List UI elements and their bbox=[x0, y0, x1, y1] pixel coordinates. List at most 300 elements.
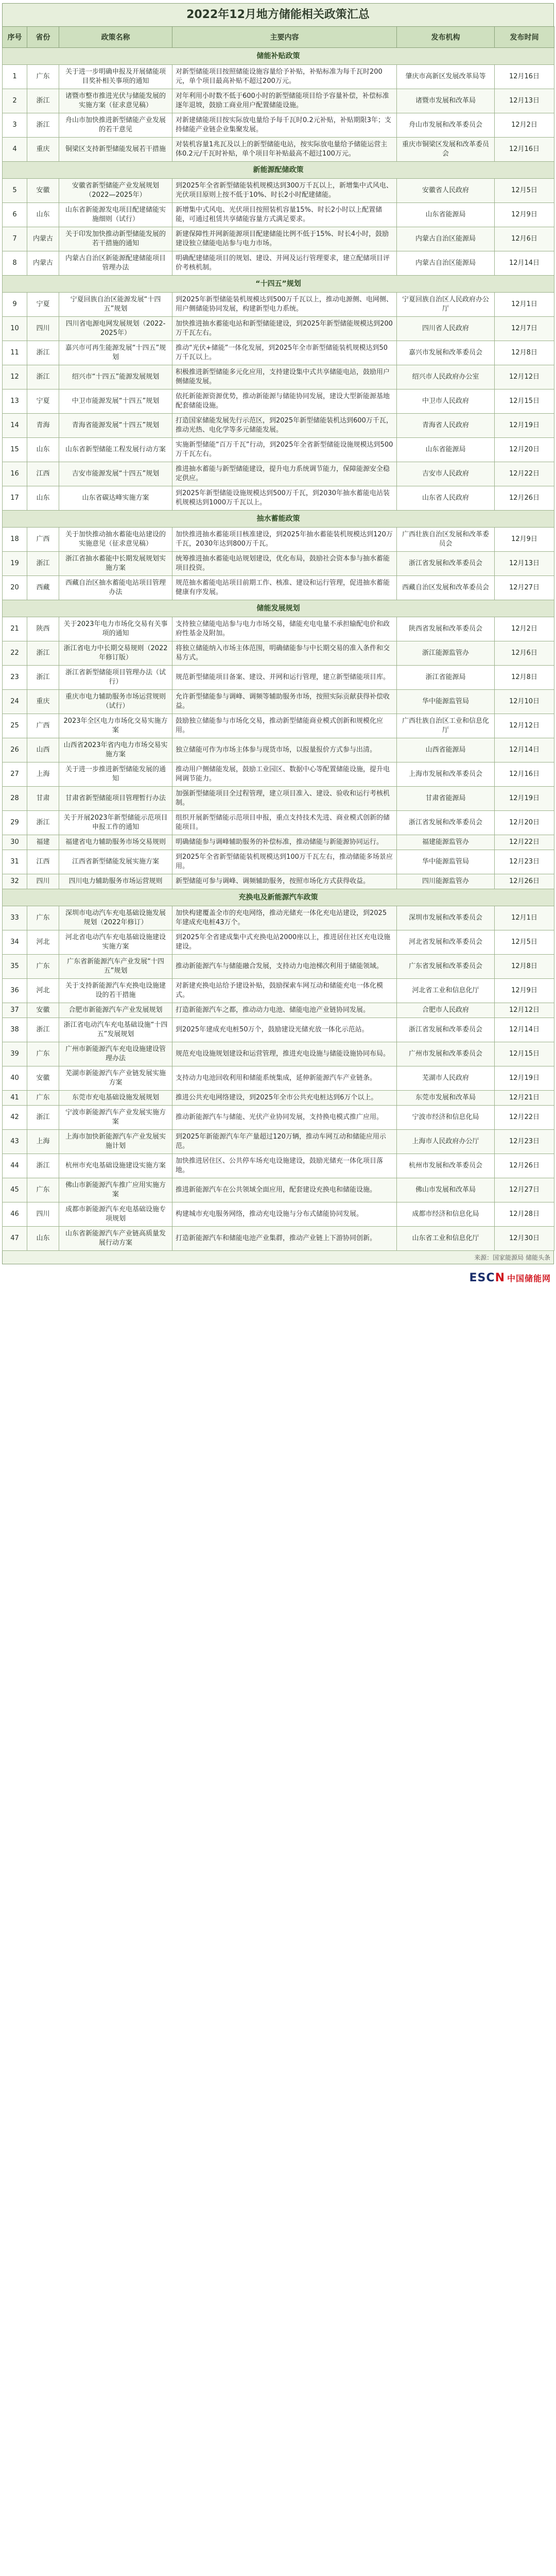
table-row bbox=[3, 850, 554, 874]
section-title: “十四五”规划 bbox=[3, 276, 554, 293]
table-row bbox=[3, 317, 554, 341]
row-content: 对年利用小时数不低于600小时的新型储能项目给予容量补偿，补偿标准逐年退坡，鼓励工商业用户配置储能设施。 bbox=[172, 89, 397, 113]
row-province: 浙江 bbox=[27, 552, 59, 576]
row-number: 34 bbox=[3, 930, 27, 955]
row-province: 青海 bbox=[27, 414, 59, 438]
row-policy-name: 绍兴市“十四五”能源发展规划 bbox=[59, 365, 172, 389]
row-policy-name: 舟山市加快推进新型储能产业发展的若干意见 bbox=[59, 113, 172, 138]
table-row bbox=[3, 1106, 554, 1130]
row-content: 对新型储能项目按照储能设施容量给予补贴，补贴标准为每千瓦时200元，单个项目最高补贴不超过200万元。 bbox=[172, 65, 397, 89]
row-organization: 诸暨市发展和改革局 bbox=[397, 89, 495, 113]
table-row bbox=[3, 552, 554, 576]
row-province: 安徽 bbox=[27, 179, 59, 203]
row-province: 浙江 bbox=[27, 341, 59, 365]
table-row bbox=[3, 414, 554, 438]
row-policy-name: 合肥市新能源汽车产业发展规划 bbox=[59, 1003, 172, 1018]
row-date: 12月1日 bbox=[495, 906, 554, 930]
row-number: 26 bbox=[3, 738, 27, 762]
table-row bbox=[3, 1091, 554, 1106]
row-content: 打造新能源汽车和储能电池产业集群，推动产业链上下游协同创新。 bbox=[172, 1227, 397, 1251]
row-policy-name: 浙江省抽水蓄能中长期发展规划实施方案 bbox=[59, 552, 172, 576]
table-row bbox=[3, 293, 554, 317]
row-content: 加强新型储能项目全过程管理，建立项目准入、建设、验收和运行考核机制。 bbox=[172, 787, 397, 811]
row-policy-name: 四川电力辅助服务市场运营规则 bbox=[59, 874, 172, 889]
row-province: 内蒙古 bbox=[27, 251, 59, 276]
row-number: 43 bbox=[3, 1130, 27, 1154]
row-number: 1 bbox=[3, 65, 27, 89]
row-policy-name: 西藏自治区抽水蓄能电站项目管理办法 bbox=[59, 576, 172, 600]
row-date: 12月1日 bbox=[495, 293, 554, 317]
row-date: 12月27日 bbox=[495, 576, 554, 600]
section-header-row bbox=[3, 600, 554, 617]
row-content: 规范抽水蓄能电站项目前期工作、核准、建设和运行管理，促进抽水蓄能健康有序发展。 bbox=[172, 576, 397, 600]
row-province: 广东 bbox=[27, 906, 59, 930]
row-policy-name: 甘肃省新型储能项目管理暂行办法 bbox=[59, 787, 172, 811]
logo-part1: ESC bbox=[469, 1271, 495, 1284]
row-number: 5 bbox=[3, 179, 27, 203]
row-date: 12月15日 bbox=[495, 1042, 554, 1066]
row-date: 12月16日 bbox=[495, 138, 554, 162]
row-date: 12月26日 bbox=[495, 486, 554, 511]
row-date: 12月14日 bbox=[495, 738, 554, 762]
row-province: 安徽 bbox=[27, 1003, 59, 1018]
row-organization: 甘肃省能源局 bbox=[397, 787, 495, 811]
row-organization: 宁夏回族自治区人民政府办公厅 bbox=[397, 293, 495, 317]
row-organization: 深圳市发展和改革委员会 bbox=[397, 906, 495, 930]
table-row bbox=[3, 930, 554, 955]
row-organization: 内蒙古自治区能源局 bbox=[397, 227, 495, 251]
row-province: 重庆 bbox=[27, 690, 59, 714]
row-date: 12月5日 bbox=[495, 930, 554, 955]
row-content: 支持动力电池回收利用和储能系统集成，延伸新能源汽车产业链条。 bbox=[172, 1066, 397, 1091]
row-organization: 广州市发展和改革委员会 bbox=[397, 1042, 495, 1066]
row-number: 6 bbox=[3, 203, 27, 227]
row-organization: 芜湖市人民政府 bbox=[397, 1066, 495, 1091]
row-organization: 四川省人民政府 bbox=[397, 317, 495, 341]
row-policy-name: 2023年全区电力市场化交易实施方案 bbox=[59, 714, 172, 738]
row-province: 广东 bbox=[27, 1091, 59, 1106]
header-policy-name: 政策名称 bbox=[59, 27, 172, 48]
row-number: 33 bbox=[3, 906, 27, 930]
row-number: 3 bbox=[3, 113, 27, 138]
row-organization: 重庆市铜梁区发展和改革委员会 bbox=[397, 138, 495, 162]
row-province: 浙江 bbox=[27, 89, 59, 113]
table-row bbox=[3, 179, 554, 203]
row-province: 江西 bbox=[27, 462, 59, 486]
row-policy-name: 关于2023年电力市场化交易有关事项的通知 bbox=[59, 617, 172, 641]
row-content: 鼓励独立储能参与市场化交易，推动新型储能商业模式创新和规模化应用。 bbox=[172, 714, 397, 738]
row-number: 47 bbox=[3, 1227, 27, 1251]
header-date: 发布时间 bbox=[495, 27, 554, 48]
row-policy-name: 关于进一步明确申报及开展储能项目奖补相关事项的通知 bbox=[59, 65, 172, 89]
row-organization: 宁波市经济和信息化局 bbox=[397, 1106, 495, 1130]
page bbox=[0, 3, 556, 1291]
row-content: 推进新能源汽车在公共领域全面应用，配套建设充换电和储能设施。 bbox=[172, 1178, 397, 1202]
row-province: 陕西 bbox=[27, 617, 59, 641]
logo-cn: 中国储能网 bbox=[507, 1273, 551, 1283]
table-row bbox=[3, 1154, 554, 1178]
table-row bbox=[3, 227, 554, 251]
row-organization: 河北省发展和改革委员会 bbox=[397, 930, 495, 955]
row-policy-name: 福建省电力辅助服务市场交易规则 bbox=[59, 835, 172, 850]
row-date: 12月8日 bbox=[495, 341, 554, 365]
row-date: 12月19日 bbox=[495, 414, 554, 438]
row-date: 12月22日 bbox=[495, 835, 554, 850]
row-policy-name: 安徽省新型储能产业发展规划（2022—2025年） bbox=[59, 179, 172, 203]
row-policy-name: 铜梁区支持新型储能发展若干措施 bbox=[59, 138, 172, 162]
row-province: 广西 bbox=[27, 528, 59, 552]
row-date: 12月26日 bbox=[495, 874, 554, 889]
row-organization: 中卫市人民政府 bbox=[397, 389, 495, 414]
table-row bbox=[3, 1003, 554, 1018]
row-content: 规范充电设施规划建设和运营管理，推进充电设施与储能设施协同布局。 bbox=[172, 1042, 397, 1066]
row-date: 12月23日 bbox=[495, 1130, 554, 1154]
row-date: 12月15日 bbox=[495, 389, 554, 414]
row-content: 对新建充换电站给予建设补贴，鼓励探索车网互动和储能充电一体化模式。 bbox=[172, 979, 397, 1003]
row-province: 山东 bbox=[27, 1227, 59, 1251]
table-row bbox=[3, 787, 554, 811]
row-date: 12月30日 bbox=[495, 1227, 554, 1251]
row-date: 12月6日 bbox=[495, 227, 554, 251]
section-header-row bbox=[3, 162, 554, 179]
row-number: 44 bbox=[3, 1154, 27, 1178]
row-province: 山东 bbox=[27, 203, 59, 227]
row-organization: 东莞市发展和改革局 bbox=[397, 1091, 495, 1106]
row-number: 9 bbox=[3, 293, 27, 317]
row-organization: 西藏自治区发展和改革委员会 bbox=[397, 576, 495, 600]
row-number: 23 bbox=[3, 666, 27, 690]
row-organization: 山东省人民政府 bbox=[397, 486, 495, 511]
row-date: 12月9日 bbox=[495, 528, 554, 552]
row-date: 12月12日 bbox=[495, 365, 554, 389]
table-header-row bbox=[3, 27, 554, 48]
row-organization: 嘉兴市发展和改革委员会 bbox=[397, 341, 495, 365]
row-date: 12月20日 bbox=[495, 438, 554, 462]
row-date: 12月10日 bbox=[495, 690, 554, 714]
row-province: 浙江 bbox=[27, 1018, 59, 1042]
row-organization: 合肥市人民政府 bbox=[397, 1003, 495, 1018]
row-organization: 山东省工业和信息化厅 bbox=[397, 1227, 495, 1251]
table-row bbox=[3, 1178, 554, 1202]
row-organization: 成都市经济和信息化局 bbox=[397, 1202, 495, 1227]
row-number: 40 bbox=[3, 1066, 27, 1091]
row-content: 到2025年新能源汽车年产量超过120万辆，推动车网互动和储能应用示范。 bbox=[172, 1130, 397, 1154]
row-organization: 绍兴市人民政府办公室 bbox=[397, 365, 495, 389]
policy-table bbox=[2, 26, 554, 1251]
row-province: 山西 bbox=[27, 738, 59, 762]
row-number: 46 bbox=[3, 1202, 27, 1227]
table-row bbox=[3, 365, 554, 389]
row-content: 新增集中式风电、光伏项目按照装机容量15%、时长2小时以上配置储能，可通过租赁共享储能容量方式满足要求。 bbox=[172, 203, 397, 227]
row-number: 39 bbox=[3, 1042, 27, 1066]
row-number: 35 bbox=[3, 955, 27, 979]
section-title: 新能源配储政策 bbox=[3, 162, 554, 179]
table-row bbox=[3, 811, 554, 835]
row-policy-name: 宁波市新能源汽车产业发展实施方案 bbox=[59, 1106, 172, 1130]
row-date: 12月8日 bbox=[495, 666, 554, 690]
row-date: 12月16日 bbox=[495, 762, 554, 787]
row-province: 山东 bbox=[27, 486, 59, 511]
table-row bbox=[3, 714, 554, 738]
row-province: 浙江 bbox=[27, 641, 59, 666]
row-province: 山东 bbox=[27, 438, 59, 462]
row-province: 甘肃 bbox=[27, 787, 59, 811]
row-organization: 上海市发展和改革委员会 bbox=[397, 762, 495, 787]
table-row bbox=[3, 89, 554, 113]
row-content: 加快推进抽水蓄能电站和新型储能建设，到2025年新型储能规模达到200万千瓦左右。 bbox=[172, 317, 397, 341]
row-policy-name: 中卫市能源发展“十四五”规划 bbox=[59, 389, 172, 414]
table-row bbox=[3, 690, 554, 714]
row-number: 27 bbox=[3, 762, 27, 787]
row-number: 21 bbox=[3, 617, 27, 641]
row-date: 12月28日 bbox=[495, 1202, 554, 1227]
row-date: 12月14日 bbox=[495, 1018, 554, 1042]
row-date: 12月12日 bbox=[495, 714, 554, 738]
row-organization: 上海市人民政府办公厅 bbox=[397, 1130, 495, 1154]
row-number: 10 bbox=[3, 317, 27, 341]
row-date: 12月19日 bbox=[495, 1066, 554, 1091]
row-number: 15 bbox=[3, 438, 27, 462]
row-number: 20 bbox=[3, 576, 27, 600]
row-content: 到2025年建成充电桩50万个，鼓励建设光储充放一体化示范站。 bbox=[172, 1018, 397, 1042]
table-row bbox=[3, 906, 554, 930]
row-policy-name: 广州市新能源汽车充电设施建设管理办法 bbox=[59, 1042, 172, 1066]
row-province: 西藏 bbox=[27, 576, 59, 600]
row-province: 浙江 bbox=[27, 1154, 59, 1178]
row-organization: 四川能源监管办 bbox=[397, 874, 495, 889]
row-content: 将独立储能纳入市场主体范围，明确储能参与中长期交易的准入条件和交易方式。 bbox=[172, 641, 397, 666]
row-province: 重庆 bbox=[27, 138, 59, 162]
row-organization: 华中能源监管局 bbox=[397, 690, 495, 714]
row-content: 推进抽水蓄能与新型储能建设，提升电力系统调节能力，保障能源安全稳定供应。 bbox=[172, 462, 397, 486]
table-row bbox=[3, 874, 554, 889]
section-header-row bbox=[3, 276, 554, 293]
row-date: 12月20日 bbox=[495, 811, 554, 835]
table-row bbox=[3, 1227, 554, 1251]
row-organization: 舟山市发展和改革委员会 bbox=[397, 113, 495, 138]
table-row bbox=[3, 762, 554, 787]
row-policy-name: 吉安市能源发展“十四五”规划 bbox=[59, 462, 172, 486]
row-organization: 浙江省发展和改革委员会 bbox=[397, 811, 495, 835]
row-date: 12月22日 bbox=[495, 462, 554, 486]
row-organization: 浙江省发展和改革委员会 bbox=[397, 1018, 495, 1042]
row-content: 推动用户侧储能发展，鼓励工业园区、数据中心等配置储能设施，提升电网调节能力。 bbox=[172, 762, 397, 787]
table-row bbox=[3, 955, 554, 979]
row-number: 11 bbox=[3, 341, 27, 365]
table-row bbox=[3, 1018, 554, 1042]
row-content: 加快推进居住区、公共停车场充电设施建设，鼓励光储充一体化项目落地。 bbox=[172, 1154, 397, 1178]
row-number: 30 bbox=[3, 835, 27, 850]
header-no: 序号 bbox=[3, 27, 27, 48]
row-number: 36 bbox=[3, 979, 27, 1003]
row-date: 12月9日 bbox=[495, 203, 554, 227]
row-policy-name: 杭州市充电基础设施建设实施方案 bbox=[59, 1154, 172, 1178]
row-policy-name: 重庆市电力辅助服务市场运营规则（试行） bbox=[59, 690, 172, 714]
row-policy-name: 山东省新能源发电项目配建储能实施细则（试行） bbox=[59, 203, 172, 227]
row-date: 12月2日 bbox=[495, 617, 554, 641]
row-content: 推动“光伏+储能”一体化发展，到2025年全市新型储能装机规模达到50万千瓦以上。 bbox=[172, 341, 397, 365]
row-content: 规范新型储能项目备案、建设、并网和运行管理，建立新型储能项目库。 bbox=[172, 666, 397, 690]
row-province: 广西 bbox=[27, 714, 59, 738]
row-province: 四川 bbox=[27, 874, 59, 889]
row-content: 明确配建储能项目的规划、建设、并网及运行管理要求，建立配储项目评价考核机制。 bbox=[172, 251, 397, 276]
row-number: 8 bbox=[3, 251, 27, 276]
row-province: 浙江 bbox=[27, 811, 59, 835]
header-content: 主要内容 bbox=[172, 27, 397, 48]
table-row bbox=[3, 1066, 554, 1091]
row-province: 广东 bbox=[27, 65, 59, 89]
row-organization: 陕西省发展和改革委员会 bbox=[397, 617, 495, 641]
row-number: 13 bbox=[3, 389, 27, 414]
table-row bbox=[3, 462, 554, 486]
row-policy-name: 河北省电动汽车充电基础设施建设实施方案 bbox=[59, 930, 172, 955]
row-policy-name: 关于进一步推进新型储能发展的通知 bbox=[59, 762, 172, 787]
table-row bbox=[3, 1042, 554, 1066]
row-province: 四川 bbox=[27, 317, 59, 341]
row-number: 29 bbox=[3, 811, 27, 835]
header-organization: 发布机构 bbox=[397, 27, 495, 48]
row-number: 4 bbox=[3, 138, 27, 162]
row-organization: 浙江省能源局 bbox=[397, 666, 495, 690]
row-date: 12月13日 bbox=[495, 552, 554, 576]
row-policy-name: 诸暨市整市推进光伏与储能发展的实施方案（征求意见稿） bbox=[59, 89, 172, 113]
row-content: 到2025年新型储能设施规模达到500万千瓦，到2030年抽水蓄能电站装机规模达到1000万千瓦以上。 bbox=[172, 486, 397, 511]
row-policy-name: 浙江省新型储能项目管理办法（试行） bbox=[59, 666, 172, 690]
row-policy-name: 关于开展2023年新型储能示范项目申报工作的通知 bbox=[59, 811, 172, 835]
row-province: 浙江 bbox=[27, 365, 59, 389]
row-number: 22 bbox=[3, 641, 27, 666]
row-policy-name: 广东省新能源汽车产业发展“十四五”规划 bbox=[59, 955, 172, 979]
row-number: 45 bbox=[3, 1178, 27, 1202]
row-policy-name: 嘉兴市可再生能源发展“十四五”规划 bbox=[59, 341, 172, 365]
section-title: 储能发展规划 bbox=[3, 600, 554, 617]
table-row bbox=[3, 203, 554, 227]
row-date: 12月27日 bbox=[495, 1178, 554, 1202]
row-province: 江西 bbox=[27, 850, 59, 874]
row-policy-name: 上海市加快新能源汽车产业发展实施计划 bbox=[59, 1130, 172, 1154]
row-organization: 安徽省人民政府 bbox=[397, 179, 495, 203]
row-number: 19 bbox=[3, 552, 27, 576]
row-content: 打造新能源汽车之都，推动动力电池、储能电池产业链协同发展。 bbox=[172, 1003, 397, 1018]
table-row bbox=[3, 65, 554, 89]
table-row bbox=[3, 389, 554, 414]
row-number: 31 bbox=[3, 850, 27, 874]
table-row bbox=[3, 486, 554, 511]
row-organization: 肇庆市高新区发展改革局等 bbox=[397, 65, 495, 89]
row-date: 12月26日 bbox=[495, 1154, 554, 1178]
row-number: 42 bbox=[3, 1106, 27, 1130]
table-row bbox=[3, 341, 554, 365]
row-number: 18 bbox=[3, 528, 27, 552]
row-policy-name: 深圳市电动汽车充电基础设施发展规划（2022年修订） bbox=[59, 906, 172, 930]
row-policy-name: 江西省新型储能发展实施方案 bbox=[59, 850, 172, 874]
table-row bbox=[3, 666, 554, 690]
row-province: 浙江 bbox=[27, 666, 59, 690]
row-organization: 广西壮族自治区发展和改革委员会 bbox=[397, 528, 495, 552]
row-date: 12月16日 bbox=[495, 65, 554, 89]
row-number: 12 bbox=[3, 365, 27, 389]
row-province: 河北 bbox=[27, 979, 59, 1003]
row-content: 新建保障性并网新能源项目配建储能比例不低于15%、时长4小时，鼓励建设独立储能电站参与电力市场。 bbox=[172, 227, 397, 251]
row-policy-name: 山东省碳达峰实施方案 bbox=[59, 486, 172, 511]
row-content: 加快推进抽水蓄能项目核准建设，到2025年抽水蓄能装机规模达到120万千瓦，2030年达到800万千瓦。 bbox=[172, 528, 397, 552]
row-organization: 青海省人民政府 bbox=[397, 414, 495, 438]
row-number: 2 bbox=[3, 89, 27, 113]
row-content: 实施新型储能“百万千瓦”行动，到2025年全省新型储能设施规模达到500万千瓦左右。 bbox=[172, 438, 397, 462]
row-organization: 广西壮族自治区工业和信息化厅 bbox=[397, 714, 495, 738]
document-title: 2022年12月地方储能相关政策汇总 bbox=[2, 3, 554, 26]
row-content: 到2025年全省建成集中式充换电站2000座以上，推进居住社区充电设施建设。 bbox=[172, 930, 397, 955]
table-row bbox=[3, 576, 554, 600]
row-organization: 河北省工业和信息化厅 bbox=[397, 979, 495, 1003]
row-number: 24 bbox=[3, 690, 27, 714]
row-date: 12月9日 bbox=[495, 979, 554, 1003]
row-policy-name: 宁夏回族自治区能源发展“十四五”规划 bbox=[59, 293, 172, 317]
table-row bbox=[3, 251, 554, 276]
section-header-row bbox=[3, 511, 554, 528]
logo-part2: N bbox=[495, 1271, 505, 1284]
row-province: 福建 bbox=[27, 835, 59, 850]
row-content: 统筹推进抽水蓄能电站规划建设，优化布局，鼓励社会资本参与抽水蓄能项目投资。 bbox=[172, 552, 397, 576]
row-content: 推动新能源汽车与储能、光伏产业协同发展，支持换电模式推广应用。 bbox=[172, 1106, 397, 1130]
source-note: 来源：国家能源局 储能头条 bbox=[2, 1251, 554, 1264]
row-content: 构建城市充电服务网络，推动充电设施与分布式储能协同发展。 bbox=[172, 1202, 397, 1227]
row-date: 12月22日 bbox=[495, 1106, 554, 1130]
row-policy-name: 关于印发加快推动新型储能发展的若干措施的通知 bbox=[59, 227, 172, 251]
section-header-row bbox=[3, 48, 554, 65]
row-organization: 福建能源监管办 bbox=[397, 835, 495, 850]
row-province: 广东 bbox=[27, 955, 59, 979]
row-number: 25 bbox=[3, 714, 27, 738]
row-date: 12月5日 bbox=[495, 179, 554, 203]
row-organization: 内蒙古自治区能源局 bbox=[397, 251, 495, 276]
row-province: 上海 bbox=[27, 1130, 59, 1154]
table-row bbox=[3, 438, 554, 462]
row-province: 浙江 bbox=[27, 1106, 59, 1130]
row-number: 28 bbox=[3, 787, 27, 811]
row-organization: 杭州市发展和改革委员会 bbox=[397, 1154, 495, 1178]
row-organization: 山西省能源局 bbox=[397, 738, 495, 762]
row-organization: 吉安市人民政府 bbox=[397, 462, 495, 486]
row-province: 内蒙古 bbox=[27, 227, 59, 251]
row-policy-name: 关于加快推动抽水蓄能电站建设的实施意见（征求意见稿） bbox=[59, 528, 172, 552]
table-body bbox=[3, 48, 554, 1251]
row-number: 16 bbox=[3, 462, 27, 486]
row-province: 浙江 bbox=[27, 113, 59, 138]
table-row bbox=[3, 617, 554, 641]
row-content: 对新建储能项目按实际放电量给予每千瓦时0.2元补贴，补贴期限3年；支持储能产业链企业集聚发展。 bbox=[172, 113, 397, 138]
row-number: 14 bbox=[3, 414, 27, 438]
row-policy-name: 芜湖市新能源汽车产业链发展实施方案 bbox=[59, 1066, 172, 1091]
row-date: 12月6日 bbox=[495, 641, 554, 666]
table-row bbox=[3, 528, 554, 552]
row-content: 对装机容量1兆瓦及以上的新型储能电站，按实际放电量给予储能运营主体0.2元/千瓦时补贴，单个项目年补贴最高不超过100万元。 bbox=[172, 138, 397, 162]
row-organization: 山东省能源局 bbox=[397, 203, 495, 227]
row-policy-name: 青海省能源发展“十四五”规划 bbox=[59, 414, 172, 438]
row-organization: 浙江能源监管办 bbox=[397, 641, 495, 666]
section-title: 储能补贴政策 bbox=[3, 48, 554, 65]
section-header-row bbox=[3, 889, 554, 906]
table-row bbox=[3, 1202, 554, 1227]
row-policy-name: 山东省新能源汽车产业链高质量发展行动方案 bbox=[59, 1227, 172, 1251]
table-row bbox=[3, 738, 554, 762]
row-content: 加快构建覆盖全市的充电网络，推动光储充一体化充电站建设，到2025年建成充电桩43万个。 bbox=[172, 906, 397, 930]
row-date: 12月13日 bbox=[495, 89, 554, 113]
row-content: 打造国家储能发展先行示范区，到2025年新型储能装机达到600万千瓦，推动光热、电化学等多元储能发展。 bbox=[172, 414, 397, 438]
row-number: 32 bbox=[3, 874, 27, 889]
row-number: 41 bbox=[3, 1091, 27, 1106]
row-date: 12月21日 bbox=[495, 1091, 554, 1106]
